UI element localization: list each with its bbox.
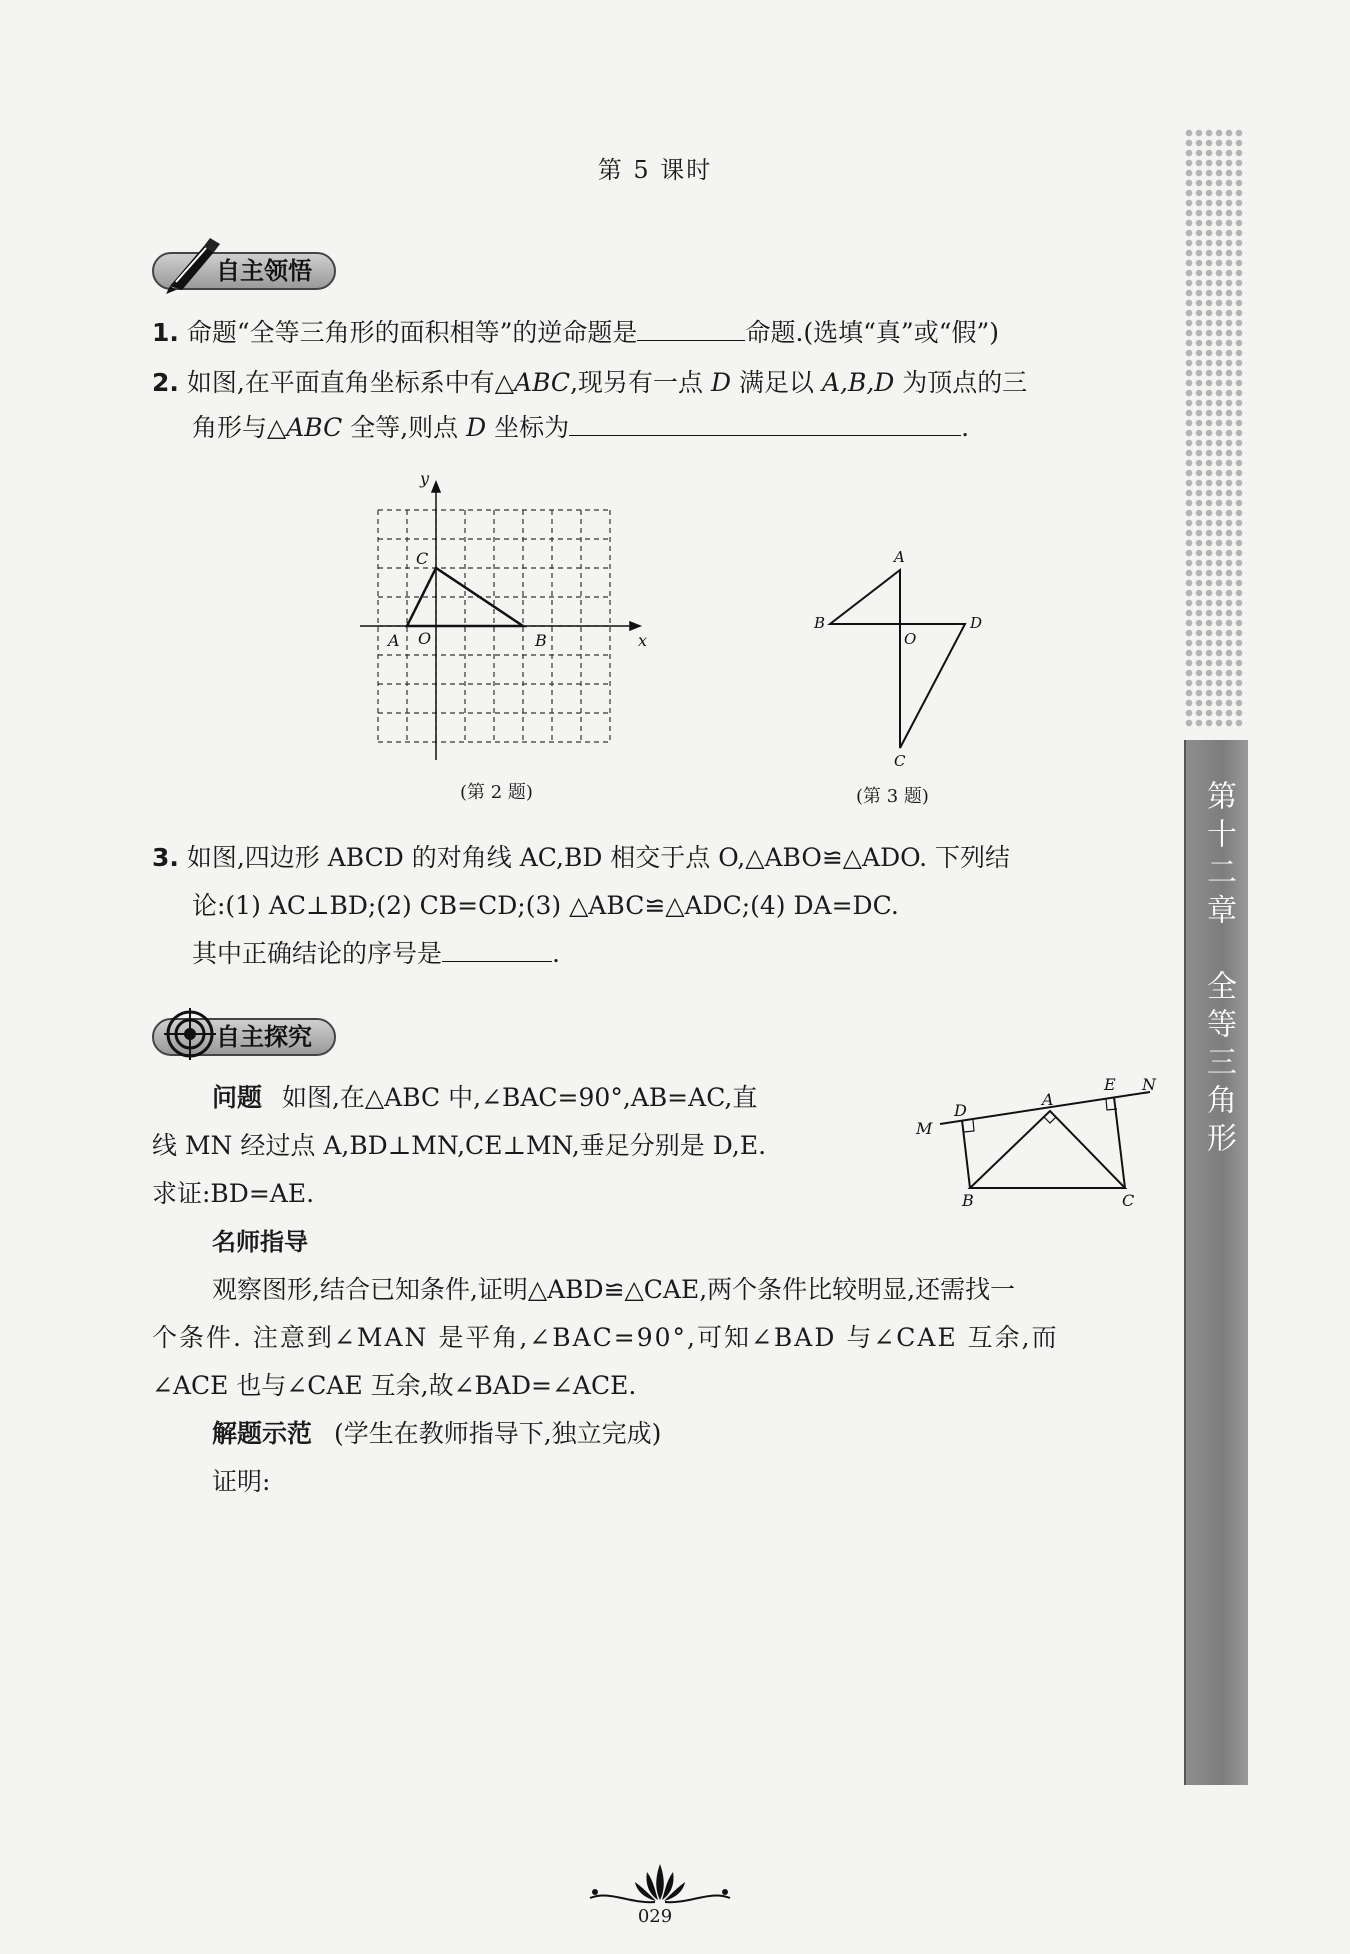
solution-heading bbox=[212, 1410, 1162, 1458]
section-badge-self-exploration bbox=[152, 1018, 336, 1056]
question-text: 坐标为 bbox=[494, 413, 570, 442]
section-badge-label: 自主领悟 bbox=[216, 257, 312, 285]
point-b-label: B bbox=[962, 1191, 974, 1210]
problem-line-2: 线 MN 经过点 A,BD⊥MN,CE⊥MN,垂足分别是 D,E. bbox=[152, 1131, 767, 1160]
point-c-label: C bbox=[894, 752, 906, 770]
question-1 bbox=[152, 309, 1162, 357]
guide-line-3: ∠ACE 也与∠CAE 互余,故∠BAD=∠ACE. bbox=[152, 1371, 637, 1400]
solution-label: 解题示范 bbox=[212, 1419, 313, 1448]
point-m-label: M bbox=[916, 1119, 933, 1138]
guide-label: 名师指导 bbox=[212, 1228, 308, 1256]
guide-line-2: 个条件. 注意到∠MAN 是平角,∠BAC=90°,可知∠BAD 与∠CAE 互余,而 bbox=[152, 1323, 1059, 1352]
question-text: 如图,在平面直角坐标系中有△ bbox=[186, 368, 515, 397]
point-b-label: B bbox=[535, 631, 547, 650]
question-text: . bbox=[552, 939, 560, 968]
question-number: 3. bbox=[152, 843, 179, 872]
axes bbox=[360, 482, 640, 760]
question-2-line-2 bbox=[192, 404, 1162, 452]
question-text: 满足以 bbox=[738, 368, 814, 397]
question-3-line-3 bbox=[192, 930, 1162, 978]
question-text: 命题“全等三角形的面积相等”的逆命题是 bbox=[186, 318, 638, 347]
y-axis-label: y bbox=[420, 470, 430, 488]
math-text: A,B,D bbox=[821, 368, 895, 397]
math-text: D bbox=[466, 413, 487, 442]
segment-ce bbox=[1114, 1097, 1125, 1188]
question-text: 如图,四边形 ABCD 的对角线 AC,BD 相交于点 O,△ABO≌△ADO. 下列结 bbox=[186, 843, 1011, 872]
chapter-side-tab-text: 第十二章 全等三角形 bbox=[1201, 780, 1236, 1160]
math-text: ABC bbox=[514, 368, 571, 397]
point-o-label: O bbox=[904, 630, 917, 648]
answer-blank[interactable] bbox=[442, 933, 552, 962]
point-a-label: A bbox=[1042, 1090, 1054, 1109]
point-e-label: E bbox=[1104, 1075, 1116, 1094]
answer-blank[interactable] bbox=[569, 407, 961, 436]
side-tab-pattern bbox=[1184, 128, 1246, 728]
question-number: 2. bbox=[152, 368, 179, 397]
page-title: 第 5 课时 bbox=[597, 156, 713, 184]
problem-text: 如图,在△ABC 中,∠BAC=90°,AB=AC,直 bbox=[281, 1083, 758, 1112]
point-a-label: A bbox=[894, 548, 905, 566]
question-3 bbox=[152, 834, 1162, 882]
math-text: ABC bbox=[286, 413, 343, 442]
question-text: 命题.(选填“真”或“假”) bbox=[745, 318, 1000, 347]
problem-line-3: 求证:BD=AE. bbox=[152, 1179, 315, 1208]
question-text: 角形与△ bbox=[192, 413, 287, 442]
pen-icon bbox=[164, 236, 224, 305]
problem-label: 问题 bbox=[212, 1083, 263, 1112]
proof-label: 证明: bbox=[212, 1467, 271, 1496]
x-axis-label: x bbox=[638, 631, 648, 650]
proof-answer-area[interactable] bbox=[212, 1510, 1152, 1810]
guide-line-1: 观察图形,结合已知条件,证明△ABD≌△CAE,两个条件比较明显,还需找一 bbox=[212, 1275, 1016, 1304]
question-2 bbox=[152, 359, 1162, 407]
point-c-label: C bbox=[1122, 1191, 1135, 1210]
segment-bd bbox=[962, 1120, 970, 1188]
figure-3-quadrilateral bbox=[800, 540, 1000, 770]
math-text: D bbox=[710, 368, 732, 397]
answer-blank[interactable] bbox=[637, 312, 745, 341]
figure-2-caption: (第 2 题) bbox=[460, 782, 533, 803]
point-c-label: C bbox=[416, 549, 429, 568]
section-badge-label: 自主探究 bbox=[216, 1023, 312, 1051]
figure-3-caption: (第 3 题) bbox=[856, 786, 929, 807]
point-d-label: D bbox=[970, 614, 983, 632]
triangle-abc bbox=[970, 1111, 1125, 1188]
ornament-icon bbox=[585, 1860, 735, 1906]
question-number: 1. bbox=[152, 318, 179, 347]
point-d-label: D bbox=[954, 1101, 967, 1120]
figure-2-coordinate-grid bbox=[340, 470, 660, 770]
solution-note: (学生在教师指导下,独立完成) bbox=[333, 1419, 662, 1448]
question-text: 其中正确结论的序号是 bbox=[192, 939, 443, 968]
section-badge-self-understanding bbox=[152, 252, 336, 290]
question-text: 为顶点的三 bbox=[902, 368, 1028, 397]
question-text: ,现另有一点 bbox=[570, 368, 704, 397]
figure-problem-triangle bbox=[910, 1070, 1170, 1210]
point-b-label: B bbox=[814, 614, 826, 632]
question-text: 全等,则点 bbox=[350, 413, 459, 442]
kite-outline bbox=[830, 570, 965, 748]
question-text: . bbox=[961, 413, 970, 442]
target-icon bbox=[164, 1008, 216, 1069]
question-3-line-2: 论:(1) AC⊥BD;(2) CB=CD;(3) △ABC≌△ADC;(4) DA=DC. bbox=[192, 891, 899, 920]
point-n-label: N bbox=[1142, 1075, 1156, 1094]
origin-label: O bbox=[418, 629, 432, 648]
problem-line-1 bbox=[212, 1074, 892, 1122]
point-a-label: A bbox=[388, 631, 400, 650]
page-number: 029 bbox=[637, 1906, 673, 1927]
